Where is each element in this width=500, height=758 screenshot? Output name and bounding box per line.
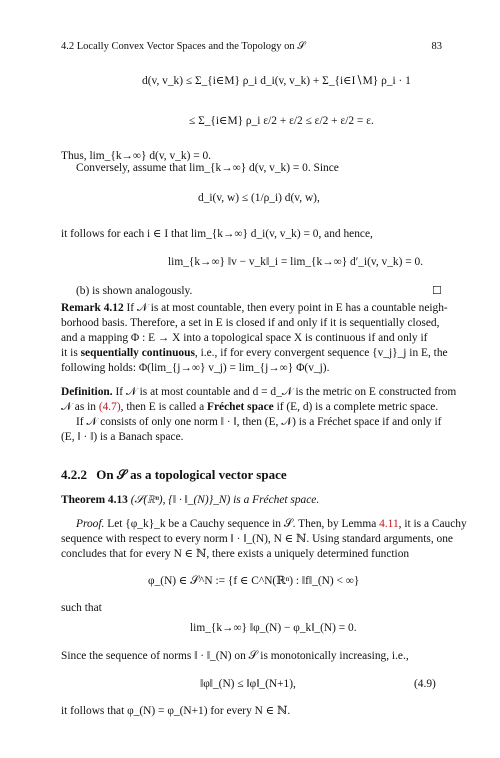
paragraph-thus: Thus, lim_{k→∞} d(v, v_k) = 0. [61, 150, 212, 162]
definition-line-1-text: If 𝒩 is at most countable and d = d_𝒩 is the metric on E constructed from [115, 386, 457, 398]
paragraph-analogously: (b) is shown analogously. [76, 285, 193, 297]
page-number: 83 [431, 41, 442, 52]
equation-number-4-9: (4.9) [414, 678, 436, 690]
remark-line-3: and a mapping Φ : E → X into a topological space X is continuous if and only if [61, 332, 428, 344]
definition-line-2-mid: , then E is called a [120, 401, 207, 413]
proof-line-1-start: Let {φ_k}_k be a Cauchy sequence in 𝒮. Then, by Lemma [107, 518, 380, 530]
theorem-4-13 [61, 492, 319, 508]
equation-line-1: d(v, v_k) ≤ Σ_{i∈M} ρ_i d_i(v, v_k) + Σ_{i∈I∖M} ρ_i · 1 [142, 75, 411, 87]
running-header: 4.2 Locally Convex Vector Spaces and the Topology on 𝒮 [61, 41, 306, 52]
term-frechet-space: Fréchet space [207, 401, 274, 413]
proof-such-that: such that [61, 602, 102, 614]
equation-limit-phi: lim_{k→∞} ‖φ_(N) − φ_k‖_(N) = 0. [190, 622, 357, 634]
proof-line-1 [76, 516, 467, 532]
proof-line-3: concludes that for every N ∈ ℕ, there exists a uniquely determined function [61, 548, 410, 560]
equation-line-2: ≤ Σ_{i∈M} ρ_i ε/2 + ε/2 ≤ ε/2 + ε/2 = ε. [189, 115, 374, 127]
lemma-reference-link[interactable]: 4.11 [379, 518, 399, 530]
equation-limit-norm: lim_{k→∞} ‖v − v_k‖_i = lim_{k→∞} d′_i(v, v_k) = 0. [168, 256, 424, 268]
proof-line-4: Since the sequence of norms ‖ · ‖_(N) on 𝒮 is monotonically increasing, i.e., [61, 650, 409, 662]
equation-schwartz-n: φ_(N) ∈ 𝒮^N := {f ∈ C^N(ℝⁿ) : ‖f‖_(N) < ∞} [148, 575, 360, 587]
theorem-label: Theorem 4.13 [61, 494, 128, 506]
definition-line-2 [61, 399, 438, 415]
section-heading [61, 467, 287, 483]
definition-label: Definition. [61, 386, 113, 398]
equation-norm-monotone: ‖φ‖_(N) ≤ ‖φ‖_(N+1), [200, 678, 296, 690]
equation-reference-link[interactable]: (4.7) [98, 401, 121, 413]
proof-line-1-end: , it is a Cauchy [398, 518, 467, 530]
definition-line-1 [61, 384, 456, 400]
term-sequentially-continuous: sequentially continuous [80, 347, 195, 359]
paragraph-conversely: Conversely, assume that lim_{k→∞} d(v, v_k) = 0. Since [76, 162, 339, 174]
equation-di-bound: d_i(v, w) ≤ (1/ρ_i) d(v, w), [198, 192, 320, 204]
remark-line-4 [61, 345, 448, 361]
definition-line-2-end: if (E, d) is a complete metric space. [273, 401, 439, 413]
paragraph-follows: it follows for each i ∈ I that lim_{k→∞} d_i(v, v_k) = 0, and hence, [61, 228, 373, 240]
remark-line-1: If 𝒩 is at most countable, then every point in E has a countable neigh- [126, 302, 448, 314]
qed-box-icon: ☐ [432, 285, 442, 297]
remark-4-12 [61, 300, 448, 316]
definition-line-2-start: 𝒩 as in [61, 401, 99, 413]
remark-line-5: following holds: Φ(lim_{j→∞} v_j) = lim_{j→∞} Φ(v_j). [61, 362, 330, 374]
proof-line-2: sequence with respect to every norm ‖ · ‖_(N), N ∈ ℕ. Using standard arguments, one [61, 533, 453, 545]
remark-line-2: borhood basis. Therefore, a set in E is closed if and only if it is sequentially closed, [61, 317, 440, 329]
section-number: 4.2.2 [61, 467, 87, 482]
remark-line-4-end: , i.e., if for every convergent sequence {v_j}_j in E, the [194, 347, 448, 359]
remark-line-4-start: it is [61, 347, 81, 359]
proof-line-5: it follows that φ_(N) = φ_(N+1) for every N ∈ ℕ. [61, 705, 291, 717]
theorem-statement: (𝒮(ℝⁿ), {‖ · ‖_(N)}_N) is a Fréchet space. [130, 494, 320, 506]
definition-line-4: (E, ‖ · ‖) is a Banach space. [61, 431, 184, 443]
section-title: On 𝒮 as a topological vector space [96, 467, 287, 482]
proof-label: Proof. [76, 518, 105, 530]
definition-line-3: If 𝒩 consists of only one norm ‖ · ‖, then (E, 𝒩) is a Fréchet space if and only if [76, 416, 442, 428]
remark-label: Remark 4.12 [61, 302, 124, 314]
